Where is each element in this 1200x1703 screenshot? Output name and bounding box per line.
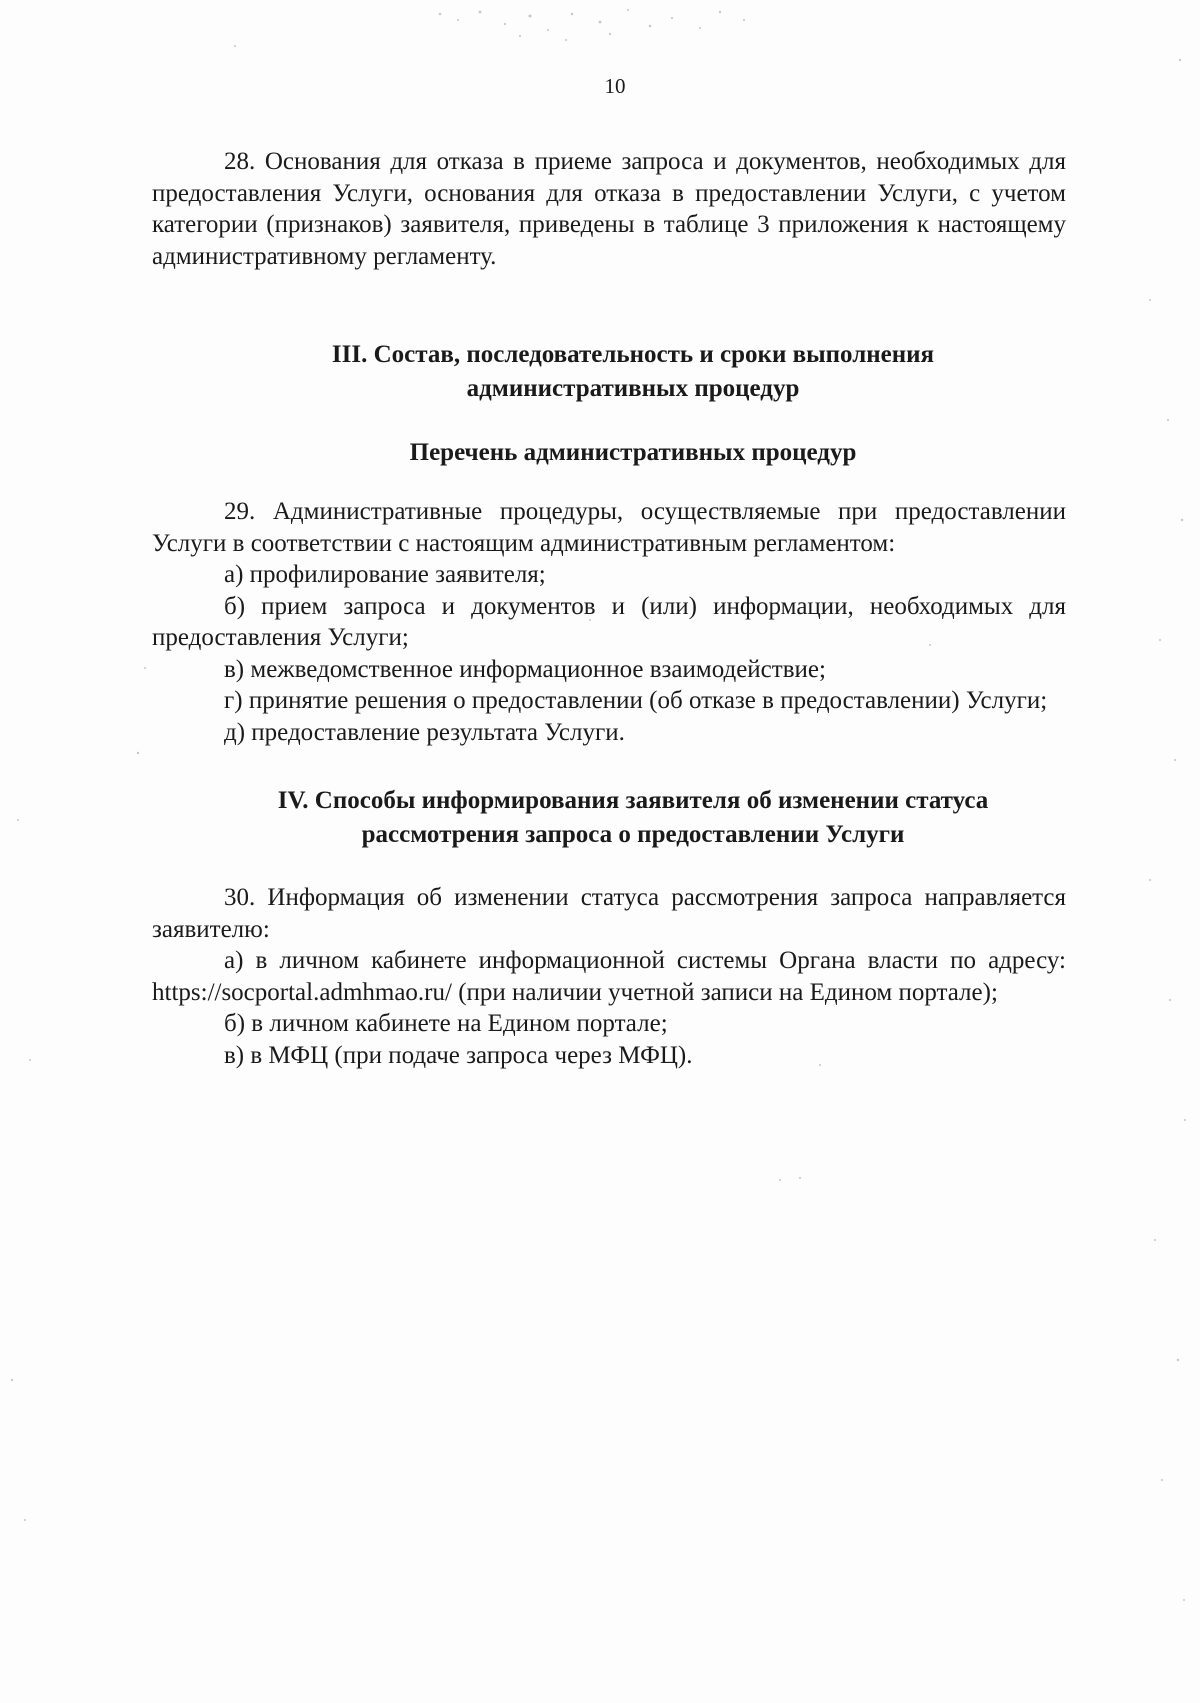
spacer [152,852,1066,882]
spacer [152,406,1066,436]
paragraph-30-item-a: а) в личном кабинете информационной системы Органа власти по адресу: https://socportal.admhmao.ru/ (при наличии учетной записи на Едином портале); [152,947,1066,1006]
section-4-title-line2: рассмотрения запроса о предоставлении Услуги [361,821,905,848]
paragraph-30-item-v: в) в МФЦ (при подаче запроса через МФЦ). [224,1041,693,1069]
subsection-procedures-heading: Перечень административных процедур [409,439,857,466]
section-3-heading [152,338,1066,406]
section-4-heading [152,784,1066,852]
paragraph-28: 28. Основания для отказа в приеме запроса и документов, необходимых для предоставления Услуги, основания для отказа в предоставлении Услуги, с учетом категории (признаков) заявителя, приведены в таблице 3 приложения к настоящему административному регламенту. [152,148,1066,270]
paragraph-29-item-d: д) предоставление результата Услуги. [224,718,625,746]
paragraph-29-intro: 29. Административные процедуры, осуществляемые при предоставлении Услуги в соответствии с настоящим административным регламентом: [152,498,1066,557]
spacer [152,272,1066,338]
paragraph-29-item-v: в) межведомственное информационное взаимодействие; [224,655,826,683]
paragraph-30-item-b: б) в личном кабинете на Едином портале; [224,1010,668,1037]
paragraph-29-item-g: г) принятие решения о предоставлении (об отказе в предоставлении) Услуги; [224,687,1048,714]
document-body [152,146,1066,1071]
page-number: 10 [604,74,626,98]
section-3-title-line1: III. Состав, последовательность и сроки выполнения [331,341,935,368]
section-3-title-line2: административных процедур [466,375,800,402]
section-4-title-line1: IV. Способы информирования заявителя об изменении статуса [277,787,989,814]
paragraph-29-item-b: б) прием запроса и документов и (или) информации, необходимых для предоставления Услуги; [152,592,1066,651]
spacer [152,748,1066,784]
spacer [152,470,1066,496]
paragraph-29-item-a: а) профилирование заявителя; [224,561,546,588]
paragraph-30-intro: 30. Информация об изменении статуса рассмотрения запроса направляется заявителю: [152,884,1066,943]
